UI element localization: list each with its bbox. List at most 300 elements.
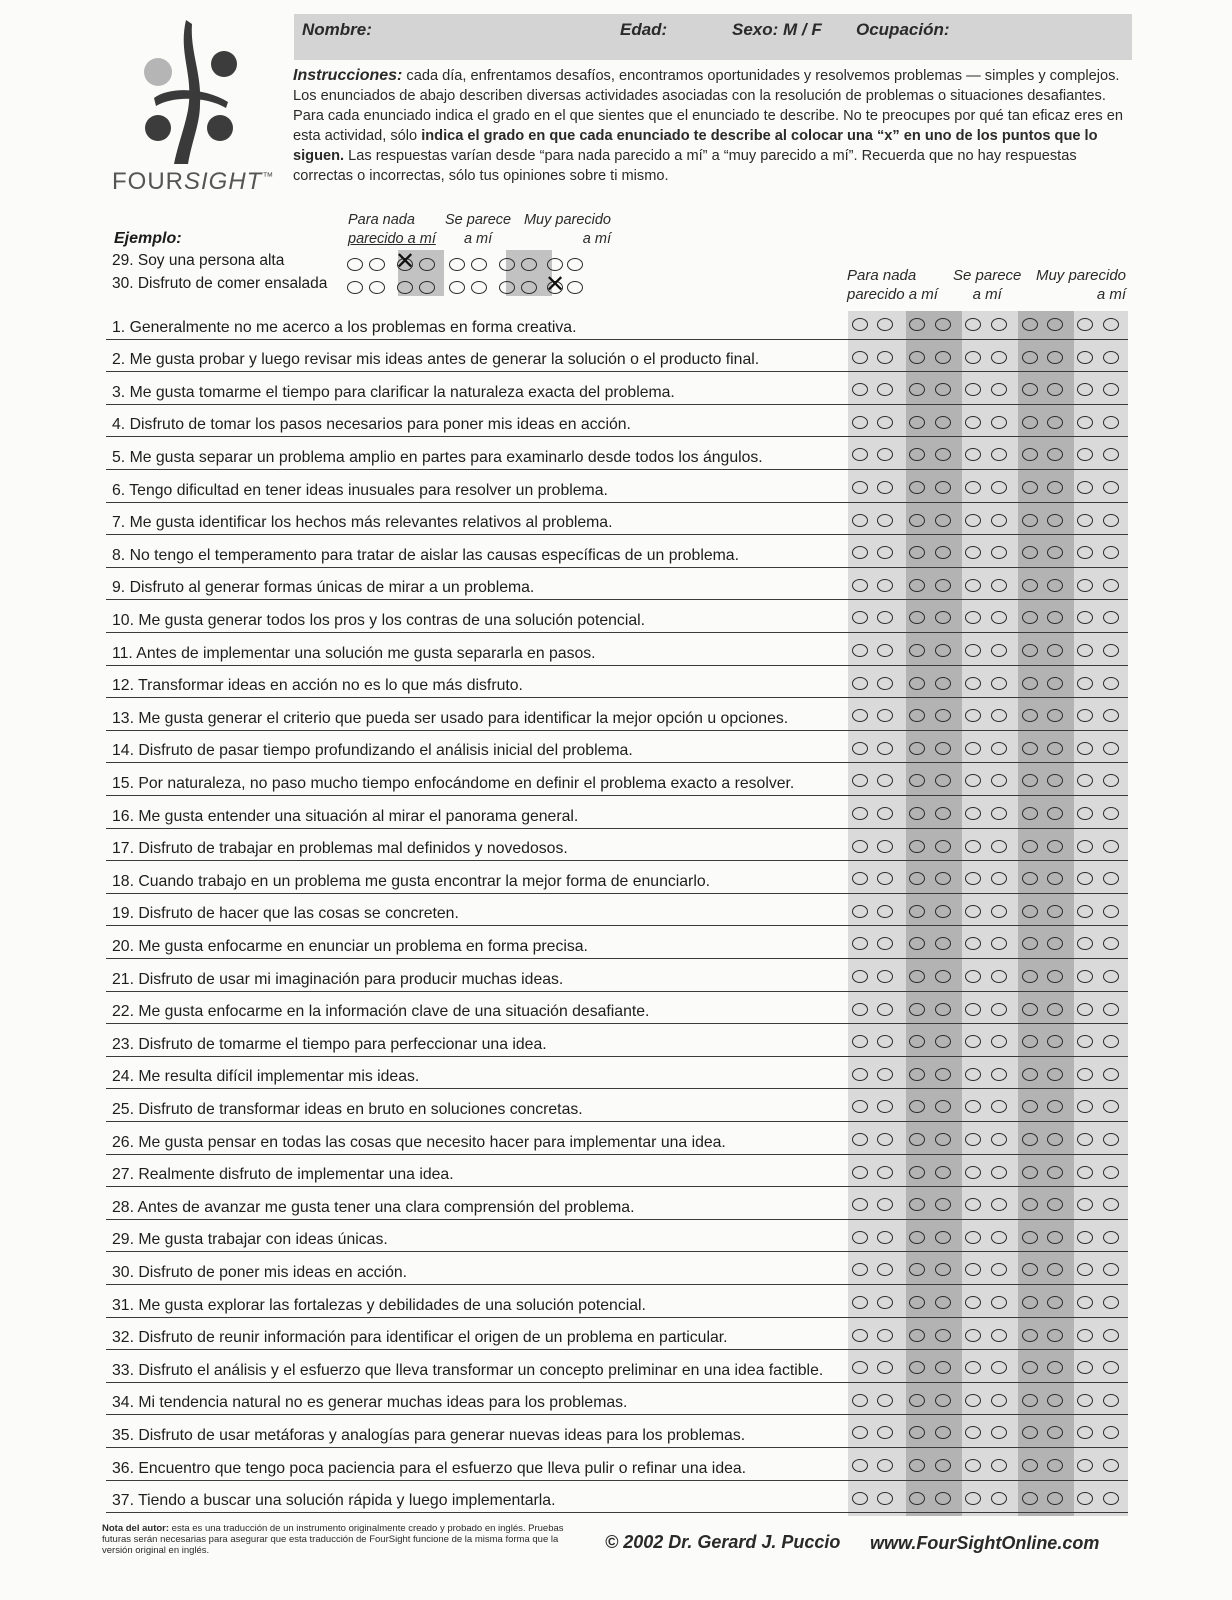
answer-bubble[interactable]: [1022, 1296, 1038, 1309]
example-bubble: [369, 258, 385, 271]
answer-bubble[interactable]: [1103, 1133, 1119, 1146]
answer-bubble[interactable]: [991, 1166, 1007, 1179]
answer-bubble[interactable]: [1103, 481, 1119, 494]
answer-bubble[interactable]: [935, 1133, 951, 1146]
answer-bubble[interactable]: [1103, 1492, 1119, 1505]
answer-bubble[interactable]: [909, 481, 925, 494]
answer-bubble[interactable]: [852, 644, 868, 657]
scale-muy-parecido: Muy parecido a mí: [1035, 267, 1126, 303]
answer-bubble[interactable]: [1022, 1133, 1038, 1146]
answer-bubble[interactable]: [1103, 318, 1119, 331]
example-scale-se-parece: Se parece a mí: [445, 212, 512, 247]
answer-bubble[interactable]: [909, 742, 925, 755]
answer-bubble[interactable]: [877, 481, 893, 494]
answer-bubble[interactable]: [991, 1492, 1007, 1505]
answer-bubble[interactable]: [1047, 416, 1063, 429]
answer-bubble[interactable]: [852, 481, 868, 494]
answer-bubble[interactable]: [877, 1133, 893, 1146]
answer-bubble[interactable]: [909, 807, 925, 820]
answer-bubble[interactable]: [1022, 351, 1038, 364]
answer-bubble[interactable]: [1047, 1003, 1063, 1016]
answer-bubble[interactable]: [909, 1133, 925, 1146]
question-text: 14. Disfruto de pasar tiempo profundizando el análisis inicial del problema.: [112, 742, 633, 760]
answer-bubble[interactable]: [965, 807, 981, 820]
answer-bubble[interactable]: [991, 1068, 1007, 1081]
question-text: 33. Disfruto el análisis y el esfuerzo que lleva transformar un concepto preliminar en una idea factible.: [112, 1361, 824, 1379]
answer-bubble[interactable]: [965, 318, 981, 331]
answer-bubble[interactable]: [1022, 1003, 1038, 1016]
answer-bubble[interactable]: [1047, 579, 1063, 592]
answer-bubble[interactable]: [991, 579, 1007, 592]
answer-bubble[interactable]: [1022, 742, 1038, 755]
answer-bubble[interactable]: [1103, 742, 1119, 755]
question-text: 1. Generalmente no me acerco a los problemas en forma creativa.: [112, 318, 577, 336]
answer-bubble[interactable]: [965, 1492, 981, 1505]
answer-bubble[interactable]: [852, 970, 868, 983]
answer-bubble[interactable]: [1047, 905, 1063, 918]
answer-bubble[interactable]: [1047, 677, 1063, 690]
answer-bubble[interactable]: [1077, 1231, 1093, 1244]
answer-bubble[interactable]: [1103, 1231, 1119, 1244]
answer-bubble[interactable]: [935, 481, 951, 494]
answer-bubble[interactable]: [1103, 1459, 1119, 1472]
answer-bubble[interactable]: [1077, 1329, 1093, 1342]
answer-bubble[interactable]: [1047, 1068, 1063, 1081]
answer-bubble[interactable]: [965, 1133, 981, 1146]
answer-bubble[interactable]: [1022, 644, 1038, 657]
example-bubble: [471, 281, 487, 294]
answer-bubble[interactable]: [852, 1231, 868, 1244]
question-text: 11. Antes de implementar una solución me gusta separarla en pasos.: [112, 644, 596, 662]
answer-bubble[interactable]: [1077, 514, 1093, 527]
answer-bubble[interactable]: [852, 1166, 868, 1179]
answer-bubble[interactable]: [852, 840, 868, 853]
answer-bubble[interactable]: [935, 514, 951, 527]
answer-bubble[interactable]: [991, 1296, 1007, 1309]
answer-bubble[interactable]: [1022, 1492, 1038, 1505]
answer-bubble[interactable]: [935, 840, 951, 853]
question-text: 5. Me gusta separar un problema amplio en partes para examinarlo desde todos los ángulos.: [112, 448, 763, 466]
answer-bubble[interactable]: [909, 677, 925, 690]
answer-bubble[interactable]: [1077, 905, 1093, 918]
example-bubble: [521, 281, 537, 294]
answer-bubble[interactable]: [909, 318, 925, 331]
answer-bubble[interactable]: [991, 807, 1007, 820]
scale-para-nada: Para nada parecido a mí: [847, 267, 938, 303]
answer-bubble[interactable]: [877, 1459, 893, 1472]
answer-bubble[interactable]: [909, 579, 925, 592]
answer-bubble[interactable]: [852, 807, 868, 820]
answer-bubble[interactable]: [1047, 1459, 1063, 1472]
answer-bubble[interactable]: [877, 1003, 893, 1016]
answer-bubble[interactable]: [909, 1003, 925, 1016]
answer-bubble[interactable]: [1077, 1003, 1093, 1016]
answer-bubble[interactable]: [991, 514, 1007, 527]
answer-bubble[interactable]: [1022, 1166, 1038, 1179]
answer-bubble[interactable]: [1077, 1394, 1093, 1407]
question-text: 37. Tiendo a buscar una solución rápida y luego implementarla.: [112, 1492, 556, 1510]
answer-bubble[interactable]: [1047, 1231, 1063, 1244]
answer-bubble[interactable]: [852, 742, 868, 755]
answer-bubble[interactable]: [991, 840, 1007, 853]
question-text: 18. Cuando trabajo en un problema me gusta encontrar la mejor forma de enunciarlo.: [112, 872, 710, 890]
answer-bubble[interactable]: [1022, 481, 1038, 494]
ocupacion-field-label[interactable]: Ocupación:: [856, 20, 950, 39]
question-text: 19. Disfruto de hacer que las cosas se concreten.: [112, 905, 459, 923]
answer-bubble[interactable]: [965, 644, 981, 657]
answer-bubble[interactable]: [1077, 1068, 1093, 1081]
answer-bubble[interactable]: [1022, 416, 1038, 429]
answer-bubble[interactable]: [909, 1166, 925, 1179]
answer-bubble[interactable]: [935, 1231, 951, 1244]
answer-bubble[interactable]: [965, 970, 981, 983]
website-link[interactable]: www.FourSightOnline.com: [870, 1533, 1100, 1553]
example-bubble-row: [347, 248, 607, 275]
answer-bubble[interactable]: [935, 742, 951, 755]
question-text: 31. Me gusta explorar las fortalezas y debilidades de una solución potencial.: [112, 1296, 646, 1314]
answer-bubble[interactable]: [1047, 644, 1063, 657]
question-text: 7. Me gusta identificar los hechos más relevantes relativos al problema.: [112, 514, 613, 532]
answer-bubble[interactable]: [1077, 1459, 1093, 1472]
question-text: 26. Me gusta pensar en todas las cosas que necesito hacer para implementar una idea.: [112, 1133, 726, 1151]
answer-bubble[interactable]: [909, 1394, 925, 1407]
answer-bubble[interactable]: [1077, 970, 1093, 983]
answer-bubble[interactable]: [1077, 351, 1093, 364]
answer-bubble[interactable]: [935, 677, 951, 690]
answer-bubble[interactable]: [1103, 840, 1119, 853]
answer-bubble[interactable]: [877, 1329, 893, 1342]
answer-bubble[interactable]: [1047, 514, 1063, 527]
answer-bubble[interactable]: [852, 514, 868, 527]
answer-bubble[interactable]: [852, 1068, 868, 1081]
question-text: 28. Antes de avanzar me gusta tener una clara comprensión del problema.: [112, 1198, 635, 1216]
answer-bubble[interactable]: [877, 1231, 893, 1244]
answer-bubble[interactable]: [1047, 1166, 1063, 1179]
answer-bubble[interactable]: [1103, 677, 1119, 690]
answer-bubble[interactable]: [1022, 514, 1038, 527]
answer-bubble[interactable]: [1047, 1394, 1063, 1407]
answer-bubble[interactable]: [1077, 807, 1093, 820]
answer-bubble[interactable]: [909, 970, 925, 983]
answer-bubble[interactable]: [1103, 514, 1119, 527]
answer-bubble[interactable]: [935, 318, 951, 331]
example-item: 29. Soy una persona alta: [112, 252, 285, 269]
answer-bubble[interactable]: [1047, 1329, 1063, 1342]
answer-bubble[interactable]: [909, 840, 925, 853]
sexo-field-label[interactable]: Sexo: M / F: [732, 20, 822, 39]
answer-bubble[interactable]: [877, 1394, 893, 1407]
question-text: 25. Disfruto de transformar ideas en bruto en soluciones concretas.: [112, 1100, 583, 1118]
question-text: 13. Me gusta generar el criterio que pueda ser usado para identificar la mejor opción u opciones.: [112, 709, 789, 727]
answer-bubble[interactable]: [852, 416, 868, 429]
answer-bubble[interactable]: [852, 1459, 868, 1472]
answer-bubble[interactable]: [965, 481, 981, 494]
answer-bubble[interactable]: [991, 742, 1007, 755]
question-text: 27. Realmente disfruto de implementar una idea.: [112, 1166, 454, 1184]
answer-bubble[interactable]: [1022, 677, 1038, 690]
question-text: 15. Por naturaleza, no paso mucho tiempo enfocándome en definir el problema exacto a resolver.: [112, 774, 795, 792]
answer-bubble[interactable]: [877, 579, 893, 592]
answer-bubble[interactable]: [935, 351, 951, 364]
answer-bubble[interactable]: [1022, 970, 1038, 983]
answer-bubble[interactable]: [852, 1394, 868, 1407]
answer-bubble[interactable]: [1077, 416, 1093, 429]
answer-bubble[interactable]: [1103, 579, 1119, 592]
answer-bubble[interactable]: [877, 351, 893, 364]
answer-bubble[interactable]: [1022, 1068, 1038, 1081]
answer-bubble[interactable]: [852, 677, 868, 690]
answer-bubble[interactable]: [1047, 970, 1063, 983]
answer-bubble[interactable]: [965, 1329, 981, 1342]
answer-bubble[interactable]: [1103, 970, 1119, 983]
answer-bubble[interactable]: [991, 1394, 1007, 1407]
answer-bubble[interactable]: [935, 905, 951, 918]
answer-bubble[interactable]: [935, 970, 951, 983]
example-bubble: [397, 281, 413, 294]
author-note: Nota del autor: esta es una traducción de un instrumento originalmente creado y probado en inglés. Pruebas futuras serán necesarias para asegurar que esta traducción de FourSight funcione de la misma forma que la versión original en inglés.: [102, 1523, 564, 1556]
question-text: 30. Disfruto de poner mis ideas en acción.: [112, 1263, 408, 1281]
question-text: 34. Mi tendencia natural no es generar muchas ideas para los problemas.: [112, 1394, 628, 1412]
answer-bubble[interactable]: [1022, 1329, 1038, 1342]
answer-bubble[interactable]: [991, 905, 1007, 918]
answer-bubble[interactable]: [1047, 807, 1063, 820]
answer-bubble[interactable]: [935, 1492, 951, 1505]
answer-bubble[interactable]: [877, 905, 893, 918]
answer-bubble[interactable]: [1077, 677, 1093, 690]
answer-bubble[interactable]: [1077, 840, 1093, 853]
answer-bubble[interactable]: [852, 351, 868, 364]
question-text: 23. Disfruto de tomarme el tiempo para perfeccionar una idea.: [112, 1035, 547, 1053]
answer-bubble[interactable]: [909, 1068, 925, 1081]
answer-bubble[interactable]: [1077, 1133, 1093, 1146]
answer-bubble[interactable]: [1077, 1296, 1093, 1309]
answer-bubble[interactable]: [1103, 416, 1119, 429]
scale-se-parece: Se parece a mí: [953, 267, 1022, 303]
example-bubble: [419, 281, 435, 294]
answer-bubble[interactable]: [965, 1394, 981, 1407]
answer-bubble[interactable]: [877, 1068, 893, 1081]
answer-bubble[interactable]: [1022, 579, 1038, 592]
question-text: 36. Encuentro que tengo poca paciencia para el esfuerzo que lleva pulir o refinar una idea.: [112, 1459, 747, 1477]
answer-bubble[interactable]: [965, 677, 981, 690]
answer-bubble[interactable]: [1103, 1394, 1119, 1407]
answer-bubble[interactable]: [877, 807, 893, 820]
answer-bubble[interactable]: [1047, 318, 1063, 331]
question-text: 3. Me gusta tomarme el tiempo para clarificar la naturaleza exacta del problema.: [112, 383, 675, 401]
answer-bubble[interactable]: [965, 1166, 981, 1179]
example-scale-para-nada: Para nada parecido a mí: [348, 212, 436, 247]
answer-bubble[interactable]: [1077, 481, 1093, 494]
answer-bubble[interactable]: [1022, 1394, 1038, 1407]
answer-bubble[interactable]: [935, 416, 951, 429]
answer-bubble[interactable]: [877, 840, 893, 853]
answer-bubble[interactable]: [935, 644, 951, 657]
answer-bubble[interactable]: [965, 1068, 981, 1081]
answer-bubble[interactable]: [1103, 1296, 1119, 1309]
answer-bubble[interactable]: [909, 416, 925, 429]
answer-bubble[interactable]: [852, 579, 868, 592]
answer-bubble[interactable]: [1077, 1166, 1093, 1179]
answer-bubble[interactable]: [1047, 481, 1063, 494]
answer-bubble[interactable]: [909, 1329, 925, 1342]
answer-bubble[interactable]: [1022, 905, 1038, 918]
answer-bubble[interactable]: [965, 1459, 981, 1472]
answer-bubble[interactable]: [1047, 742, 1063, 755]
answer-bubble[interactable]: [935, 807, 951, 820]
example-bubble: [521, 258, 537, 271]
answer-bubble[interactable]: [909, 514, 925, 527]
answer-bubble[interactable]: [909, 905, 925, 918]
answer-bubble[interactable]: [965, 905, 981, 918]
answer-bubble[interactable]: [935, 579, 951, 592]
answer-bubble[interactable]: [852, 1492, 868, 1505]
answer-bubble[interactable]: [1103, 1068, 1119, 1081]
answer-bubble[interactable]: [1047, 1296, 1063, 1309]
answer-bubble[interactable]: [991, 416, 1007, 429]
question-text: 20. Me gusta enfocarme en enunciar un problema en forma precisa.: [112, 937, 588, 955]
answer-bubble[interactable]: [852, 318, 868, 331]
answer-bubble[interactable]: [909, 1231, 925, 1244]
answer-bubble[interactable]: [935, 1296, 951, 1309]
answer-bubble[interactable]: [1103, 905, 1119, 918]
answer-bubble[interactable]: [991, 1329, 1007, 1342]
example-bubble: [499, 281, 515, 294]
question-text: 8. No tengo el temperamento para tratar de aislar las causas específicas de un problema.: [112, 546, 739, 564]
instructions-lead: Instrucciones:: [293, 67, 403, 84]
answer-bubble[interactable]: [877, 514, 893, 527]
answer-bubble[interactable]: [877, 644, 893, 657]
answer-bubble[interactable]: [877, 318, 893, 331]
edad-field-label[interactable]: Edad:: [620, 20, 668, 39]
answer-bubble[interactable]: [877, 1296, 893, 1309]
question-text: 10. Me gusta generar todos los pros y los contras de una solución potencial.: [112, 611, 646, 629]
answer-bubble[interactable]: [909, 351, 925, 364]
question-text: 35. Disfruto de usar metáforas y analogías para generar nuevas ideas para los problemas.: [112, 1426, 746, 1444]
answer-bubble[interactable]: [1022, 1459, 1038, 1472]
example-x-mark: ✕: [545, 271, 566, 298]
answer-bubble[interactable]: [935, 1394, 951, 1407]
example-bubble: [347, 281, 363, 294]
answer-bubble[interactable]: [877, 677, 893, 690]
nombre-field-label[interactable]: Nombre:: [302, 20, 372, 39]
answer-bubble[interactable]: [935, 1068, 951, 1081]
answer-bubble[interactable]: [991, 1231, 1007, 1244]
example-x-mark: ✕: [395, 248, 416, 275]
answer-bubble[interactable]: [1103, 1003, 1119, 1016]
answer-bubble[interactable]: [965, 1296, 981, 1309]
answer-bubble[interactable]: [965, 1231, 981, 1244]
question-text: 29. Me gusta trabajar con ideas únicas.: [112, 1231, 388, 1249]
example-bubble: [449, 281, 465, 294]
answer-bubble[interactable]: [909, 1296, 925, 1309]
answer-bubble[interactable]: [909, 1459, 925, 1472]
answer-bubble[interactable]: [1022, 1231, 1038, 1244]
answer-bubble[interactable]: [965, 840, 981, 853]
answer-bubble[interactable]: [852, 1296, 868, 1309]
question-text: 12. Transformar ideas en acción no es lo que más disfruto.: [112, 677, 523, 695]
answer-bubble[interactable]: [991, 1459, 1007, 1472]
answer-bubble[interactable]: [877, 742, 893, 755]
instructions-paragraph: Instrucciones: cada día, enfrentamos desafíos, encontramos oportunidades y resolvemos problemas — simples y complejos. Los enunciados de abajo describen diversas actividades asociadas con la resolución de problemas o situaciones desafiantes. Para cada enunciado indica el grado en el que sientes que el enunciado te describe. No te preocupes por qué tan eficaz eres en esta actividad, sólo indica el grado en que cada enunciado te describe al colocar una “x” en uno de los puntos que lo siguen. Las respuestas varían desde “para nada parecido a mí” a “muy parecido a mí”. Recuerda que no hay respuestas correctas o incorrectas, sólo tus opiniones sobre ti mismo.: [293, 67, 1123, 184]
answer-bubble[interactable]: [1077, 644, 1093, 657]
example-bubble: [419, 258, 435, 271]
answer-bubble[interactable]: [1047, 1492, 1063, 1505]
copyright-text: © 2002 Dr. Gerard J. Puccio: [605, 1532, 841, 1552]
example-bubble: [567, 258, 583, 271]
example-item: 30. Disfruto de comer ensalada: [112, 275, 328, 292]
answer-bubble[interactable]: [965, 416, 981, 429]
answer-bubble[interactable]: [1022, 840, 1038, 853]
answer-bubble[interactable]: [852, 905, 868, 918]
answer-bubble[interactable]: [1047, 840, 1063, 853]
answer-bubble[interactable]: [877, 1166, 893, 1179]
answer-bubble[interactable]: [1047, 1133, 1063, 1146]
answer-bubble[interactable]: [991, 970, 1007, 983]
answer-bubble[interactable]: [1103, 644, 1119, 657]
answer-bubble[interactable]: [1077, 579, 1093, 592]
answer-bubble[interactable]: [935, 1003, 951, 1016]
question-text: 9. Disfruto al generar formas únicas de mirar a un problema.: [112, 579, 535, 597]
answer-bubble[interactable]: [991, 644, 1007, 657]
answer-bubble[interactable]: [1103, 351, 1119, 364]
answer-bubble[interactable]: [1103, 1166, 1119, 1179]
answer-bubble[interactable]: [1047, 351, 1063, 364]
answer-bubble[interactable]: [965, 351, 981, 364]
answer-bubble[interactable]: [877, 416, 893, 429]
answer-bubble[interactable]: [1077, 742, 1093, 755]
answer-bubble[interactable]: [1022, 807, 1038, 820]
example-bubble: [499, 258, 515, 271]
answer-bubble[interactable]: [1077, 318, 1093, 331]
answer-bubble[interactable]: [991, 481, 1007, 494]
answer-bubble[interactable]: [852, 1003, 868, 1016]
answer-bubble[interactable]: [965, 742, 981, 755]
example-bubble: [347, 258, 363, 271]
answer-bubble[interactable]: [877, 1492, 893, 1505]
answer-bubble[interactable]: [909, 1492, 925, 1505]
answer-bubble[interactable]: [852, 1329, 868, 1342]
example-title: Ejemplo:: [114, 230, 182, 247]
answer-bubble[interactable]: [991, 1003, 1007, 1016]
answer-bubble[interactable]: [1022, 318, 1038, 331]
question-text: 16. Me gusta entender una situación al mirar el panorama general.: [112, 807, 579, 825]
answer-bubble[interactable]: [991, 677, 1007, 690]
answer-bubble[interactable]: [909, 644, 925, 657]
answer-bubble[interactable]: [965, 579, 981, 592]
question-text: 22. Me gusta enfocarme en la información clave de una situación desafiante.: [112, 1003, 650, 1021]
answer-bubble[interactable]: [1103, 1329, 1119, 1342]
answer-bubble[interactable]: [991, 1133, 1007, 1146]
example-bubble: [471, 258, 487, 271]
answer-bubble[interactable]: [965, 1003, 981, 1016]
answer-bubble[interactable]: [991, 318, 1007, 331]
example-bubble: [449, 258, 465, 271]
answer-bubble[interactable]: [991, 351, 1007, 364]
question-text: 4. Disfruto de tomar los pasos necesarios para poner mis ideas en acción.: [112, 416, 631, 434]
answer-bubble[interactable]: [1103, 807, 1119, 820]
question-text: 21. Disfruto de usar mi imaginación para producir muchas ideas.: [112, 970, 564, 988]
answer-bubble[interactable]: [935, 1166, 951, 1179]
question-text: 24. Me resulta difícil implementar mis ideas.: [112, 1068, 420, 1086]
answer-bubble[interactable]: [877, 970, 893, 983]
answer-bubble[interactable]: [852, 1133, 868, 1146]
logo-wordmark: FOURSIGHT™: [112, 168, 275, 195]
answer-bubble[interactable]: [935, 1459, 951, 1472]
answer-bubble[interactable]: [935, 1329, 951, 1342]
personal-info-bar: [294, 14, 1132, 60]
answer-bubble[interactable]: [965, 514, 981, 527]
answer-bubble[interactable]: [1077, 1492, 1093, 1505]
